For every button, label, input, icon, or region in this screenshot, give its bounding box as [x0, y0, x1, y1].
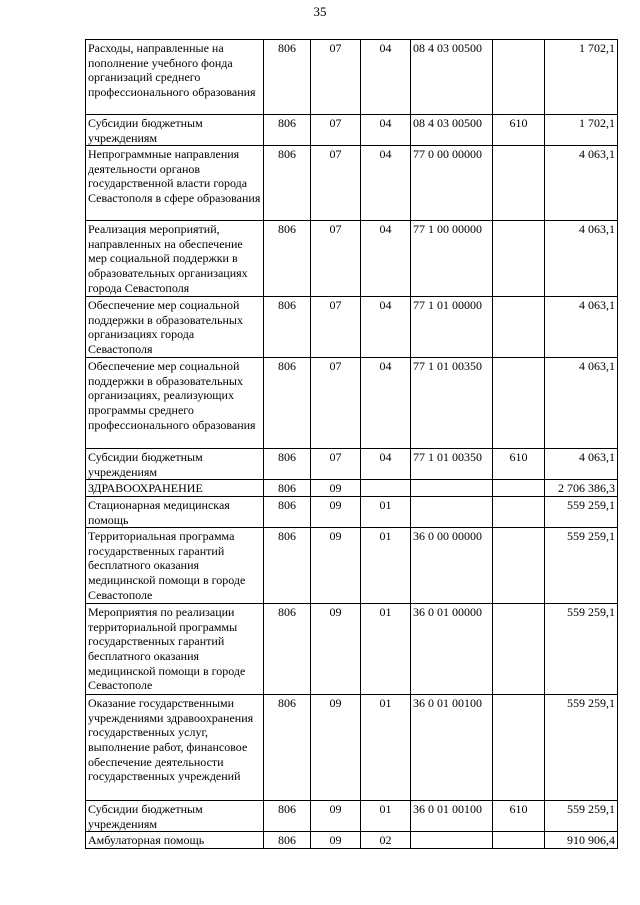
row-target-article-cell: 77 1 00 00000	[411, 221, 493, 297]
row-expense-type-cell	[493, 496, 545, 527]
row-section-cell: 09	[311, 480, 361, 497]
row-target-article-cell: 77 0 00 00000	[411, 146, 493, 221]
row-grbs-cell: 806	[264, 40, 311, 115]
row-expense-type-cell: 610	[493, 449, 545, 480]
table-row	[86, 221, 618, 297]
row-section-cell: 09	[311, 496, 361, 527]
row-grbs-cell: 806	[264, 496, 311, 527]
row-section-cell: 09	[311, 528, 361, 604]
row-grbs-cell: 806	[264, 604, 311, 695]
row-name-cell: Амбулаторная помощь	[86, 832, 264, 849]
table-row	[86, 146, 618, 221]
row-grbs-cell: 806	[264, 801, 311, 832]
row-target-article-cell	[411, 832, 493, 849]
row-section-cell: 07	[311, 449, 361, 480]
row-target-article-cell	[411, 480, 493, 497]
row-name-cell: Субсидии бюджетным учреждениям	[86, 449, 264, 480]
row-subsection-cell: 04	[361, 358, 411, 449]
row-subsection-cell	[361, 480, 411, 497]
table-row	[86, 801, 618, 832]
row-grbs-cell: 806	[264, 297, 311, 358]
row-target-article-cell: 08 4 03 00500	[411, 115, 493, 146]
row-section-cell: 09	[311, 832, 361, 849]
table-row	[86, 297, 618, 358]
row-grbs-cell: 806	[264, 221, 311, 297]
row-subsection-cell: 01	[361, 604, 411, 695]
row-section-cell: 09	[311, 695, 361, 801]
row-section-cell: 07	[311, 358, 361, 449]
row-amount-cell: 1 702,1	[545, 115, 618, 146]
row-target-article-cell: 77 1 01 00350	[411, 449, 493, 480]
row-grbs-cell: 806	[264, 832, 311, 849]
row-expense-type-cell	[493, 40, 545, 115]
row-subsection-cell: 01	[361, 528, 411, 604]
row-subsection-cell: 01	[361, 695, 411, 801]
row-subsection-cell: 04	[361, 449, 411, 480]
row-target-article-cell: 36 0 01 00100	[411, 801, 493, 832]
row-name-cell: Обеспечение мер социальной поддержки в образовательных организациях, реализующих программы среднего профессионального образования	[86, 358, 264, 449]
table-row	[86, 528, 618, 604]
row-subsection-cell: 04	[361, 40, 411, 115]
row-expense-type-cell: 610	[493, 115, 545, 146]
row-amount-cell: 559 259,1	[545, 528, 618, 604]
table-row	[86, 832, 618, 849]
row-amount-cell: 4 063,1	[545, 221, 618, 297]
row-amount-cell: 4 063,1	[545, 297, 618, 358]
table-row	[86, 695, 618, 801]
row-name-cell: Территориальная программа государственных гарантий бесплатного оказания медицинской помощи в городе Севастополе	[86, 528, 264, 604]
row-grbs-cell: 806	[264, 528, 311, 604]
row-amount-cell: 910 906,4	[545, 832, 618, 849]
row-amount-cell: 559 259,1	[545, 604, 618, 695]
row-expense-type-cell	[493, 221, 545, 297]
row-target-article-cell: 08 4 03 00500	[411, 40, 493, 115]
row-grbs-cell: 806	[264, 449, 311, 480]
row-name-cell: Субсидии бюджетным учреждениям	[86, 115, 264, 146]
page-number: 35	[313, 4, 327, 19]
row-amount-cell: 559 259,1	[545, 496, 618, 527]
row-name-cell: Расходы, направленные на пополнение учебного фонда организаций среднего профессионального образования	[86, 40, 264, 115]
table-row	[86, 40, 618, 115]
row-amount-cell: 2 706 386,3	[545, 480, 618, 497]
row-name-cell: Непрограммные направления деятельности органов государственной власти города Севастополя в сфере образования	[86, 146, 264, 221]
table-row	[86, 449, 618, 480]
row-expense-type-cell	[493, 146, 545, 221]
row-expense-type-cell	[493, 358, 545, 449]
row-target-article-cell: 36 0 00 00000	[411, 528, 493, 604]
row-name-cell: Обеспечение мер социальной поддержки в образовательных организациях города Севастополя	[86, 297, 264, 358]
row-amount-cell: 1 702,1	[545, 40, 618, 115]
row-expense-type-cell	[493, 695, 545, 801]
row-section-cell: 07	[311, 115, 361, 146]
table-row	[86, 358, 618, 449]
row-subsection-cell: 02	[361, 832, 411, 849]
row-expense-type-cell: 610	[493, 801, 545, 832]
row-name-cell: Реализация мероприятий, направленных на обеспечение мер социальной поддержки в образовательных организациях города Севастополя	[86, 221, 264, 297]
row-expense-type-cell	[493, 604, 545, 695]
row-amount-cell: 4 063,1	[545, 146, 618, 221]
row-section-cell: 07	[311, 40, 361, 115]
row-grbs-cell: 806	[264, 115, 311, 146]
row-subsection-cell: 04	[361, 297, 411, 358]
row-subsection-cell: 04	[361, 146, 411, 221]
table-row	[86, 480, 618, 497]
row-grbs-cell: 806	[264, 358, 311, 449]
row-grbs-cell: 806	[264, 480, 311, 497]
row-name-cell: ЗДРАВООХРАНЕНИЕ	[86, 480, 264, 497]
row-subsection-cell: 01	[361, 801, 411, 832]
row-section-cell: 09	[311, 604, 361, 695]
row-amount-cell: 559 259,1	[545, 695, 618, 801]
table-row	[86, 604, 618, 695]
row-target-article-cell: 77 1 01 00000	[411, 297, 493, 358]
row-amount-cell: 4 063,1	[545, 358, 618, 449]
row-target-article-cell	[411, 496, 493, 527]
row-subsection-cell: 04	[361, 221, 411, 297]
row-grbs-cell: 806	[264, 146, 311, 221]
row-section-cell: 07	[311, 297, 361, 358]
row-grbs-cell: 806	[264, 695, 311, 801]
row-expense-type-cell	[493, 528, 545, 604]
row-amount-cell: 4 063,1	[545, 449, 618, 480]
row-amount-cell: 559 259,1	[545, 801, 618, 832]
row-subsection-cell: 01	[361, 496, 411, 527]
row-target-article-cell: 36 0 01 00100	[411, 695, 493, 801]
row-section-cell: 07	[311, 146, 361, 221]
row-target-article-cell: 36 0 01 00000	[411, 604, 493, 695]
table-row	[86, 496, 618, 527]
row-name-cell: Мероприятия по реализации территориальной программы государственных гарантий бесплатного оказания медицинской помощи в городе Севастополе	[86, 604, 264, 695]
row-section-cell: 09	[311, 801, 361, 832]
row-expense-type-cell	[493, 480, 545, 497]
row-expense-type-cell	[493, 832, 545, 849]
row-name-cell: Субсидии бюджетным учреждениям	[86, 801, 264, 832]
table-row	[86, 115, 618, 146]
row-target-article-cell: 77 1 01 00350	[411, 358, 493, 449]
row-expense-type-cell	[493, 297, 545, 358]
row-section-cell: 07	[311, 221, 361, 297]
budget-table	[85, 39, 618, 849]
row-name-cell: Стационарная медицинская помощь	[86, 496, 264, 527]
row-name-cell: Оказание государственными учреждениями здравоохранения государственных услуг, выполнение работ, финансовое обеспечение деятельности государственных учреждений	[86, 695, 264, 801]
row-subsection-cell: 04	[361, 115, 411, 146]
